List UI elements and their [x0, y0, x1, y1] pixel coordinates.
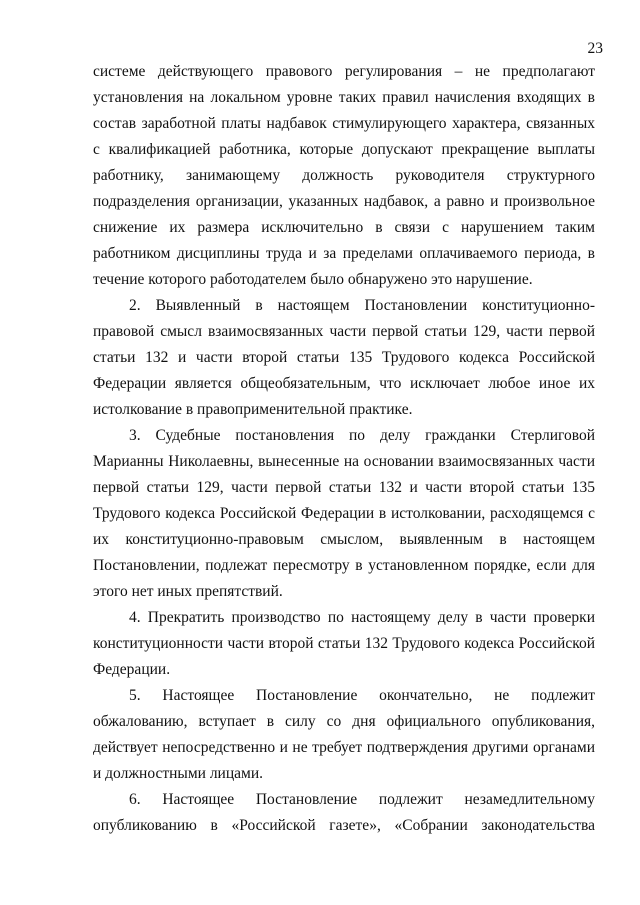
paragraph-3: 3. Судебные постановления по делу гражданки Стерлиговой Марианны Николаевны, вынесенные на основании взаимосвязанных части первой статьи 129, части первой статьи 132 и части второй статьи 135 Трудового кодекса Российской Федерации в истолковании, расходящемся с их конституционно-правовым смыслом, выявленным в настоящем Постановлении, подлежат пересмотру в установленном порядке, если для этого нет иных препятствий. [93, 427, 595, 600]
page-number: 23 [587, 40, 603, 57]
paragraph-continuation: системе действующего правового регулирования – не предполагают установления на локальном уровне таких правил начисления входящих в состав заработной платы надбавок стимулирующего характера, связанных с квалификацией работника, которые допускают прекращение выплаты работнику, занимающему должность руководителя структурного подразделения организации, указанных надбавок, а равно и произвольное снижение их размера исключительно в связи с нарушением таким работником дисциплины труда и за пределами оплачиваемого периода, в течение которого работодателем было обнаружено это нарушение. [93, 63, 595, 288]
paragraph-2: 2. Выявленный в настоящем Постановлении конституционно-правовой смысл взаимосвязанных части первой статьи 129, части первой статьи 132 и части второй статьи 135 Трудового кодекса Российской Федерации является общеобязательным, что исключает любое иное их истолкование в правоприменительной практике. [93, 297, 595, 418]
paragraph-5: 5. Настоящее Постановление окончательно, не подлежит обжалованию, вступает в силу со дня официального опубликования, действует непосредственно и не требует подтверждения другими органами и должностными лицами. [93, 687, 595, 782]
document-body [93, 59, 595, 839]
paragraph-4: 4. Прекратить производство по настоящему делу в части проверки конституционности части второй статьи 132 Трудового кодекса Российской Федерации. [93, 609, 595, 678]
paragraph-6: 6. Настоящее Постановление подлежит незамедлительному опубликованию в «Российской газете», «Собрании законодательства [93, 791, 595, 834]
